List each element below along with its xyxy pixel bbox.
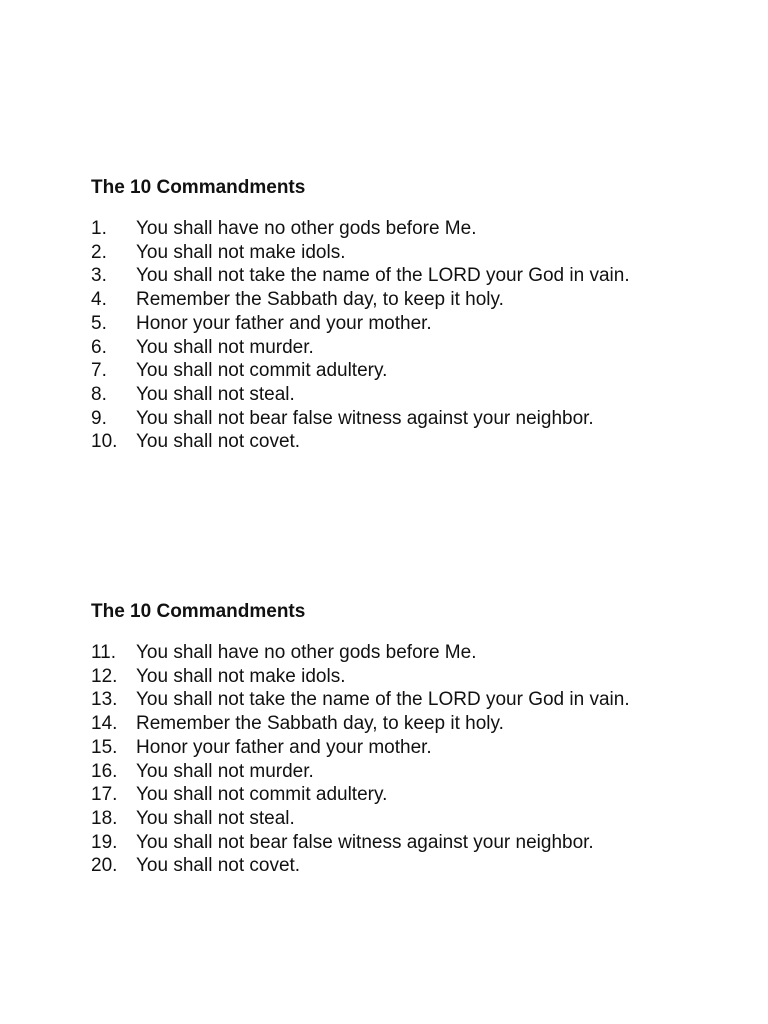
list-item — [91, 712, 731, 736]
item-number: 5. — [91, 312, 107, 334]
item-text: You shall not murder. — [136, 336, 314, 358]
list-item — [91, 217, 731, 241]
list-item — [91, 760, 731, 784]
item-number: 8. — [91, 383, 107, 405]
item-number: 7. — [91, 360, 107, 382]
item-text: You shall not bear false witness against your neighbor. — [136, 407, 594, 429]
commandments-section-2 — [91, 600, 731, 878]
item-text: You shall not steal. — [136, 807, 295, 829]
list-item — [91, 807, 731, 831]
item-number: 11. — [91, 642, 117, 663]
item-text: You shall not commit adultery. — [136, 360, 388, 382]
item-text: You shall not make idols. — [136, 665, 346, 687]
item-text: You shall not commit adultery. — [136, 784, 388, 806]
section-heading: The 10 Commandments — [91, 177, 306, 198]
commandments-list — [91, 217, 731, 454]
item-text: You shall have no other gods before Me. — [136, 218, 477, 239]
item-number: 10. — [91, 431, 118, 453]
item-text: You shall have no other gods before Me. — [136, 642, 477, 663]
list-item — [91, 312, 731, 336]
list-item — [91, 641, 731, 665]
item-number: 1. — [91, 218, 107, 239]
item-text: You shall not take the name of the LORD your God in vain. — [136, 265, 630, 287]
item-number: 9. — [91, 407, 107, 429]
list-item — [91, 688, 731, 712]
item-text: You shall not take the name of the LORD your God in vain. — [136, 689, 630, 711]
item-text: You shall not covet. — [136, 431, 301, 453]
list-item — [91, 359, 731, 383]
list-item — [91, 264, 731, 288]
item-number: 3. — [91, 265, 107, 287]
list-item — [91, 665, 731, 689]
item-text: You shall not steal. — [136, 383, 295, 405]
item-number: 17. — [91, 784, 118, 806]
item-number: 2. — [91, 241, 107, 263]
item-number: 19. — [91, 831, 118, 853]
list-item — [91, 288, 731, 312]
list-item — [91, 854, 731, 878]
commandments-section-1 — [91, 176, 731, 454]
item-number: 13. — [91, 689, 118, 711]
item-text: Honor your father and your mother. — [136, 312, 432, 334]
item-text: Remember the Sabbath day, to keep it holy. — [136, 289, 504, 311]
item-text: Honor your father and your mother. — [136, 736, 432, 758]
list-item — [91, 430, 731, 454]
list-item — [91, 383, 731, 407]
item-number: 4. — [91, 289, 107, 311]
item-number: 15. — [91, 736, 118, 758]
section-heading: The 10 Commandments — [91, 601, 306, 622]
list-item — [91, 336, 731, 360]
list-item — [91, 241, 731, 265]
item-text: You shall not make idols. — [136, 241, 346, 263]
list-item — [91, 407, 731, 431]
item-number: 14. — [91, 713, 118, 735]
item-text: You shall not murder. — [136, 760, 314, 782]
item-number: 16. — [91, 760, 118, 782]
item-number: 12. — [91, 665, 118, 687]
item-number: 18. — [91, 807, 118, 829]
item-number: 20. — [91, 855, 118, 877]
list-item — [91, 783, 731, 807]
item-text: You shall not covet. — [136, 855, 301, 877]
commandments-list — [91, 641, 731, 878]
list-item — [91, 831, 731, 855]
item-text: You shall not bear false witness against your neighbor. — [136, 831, 594, 853]
list-item — [91, 736, 731, 760]
item-number: 6. — [91, 336, 107, 358]
item-text: Remember the Sabbath day, to keep it holy. — [136, 713, 504, 735]
